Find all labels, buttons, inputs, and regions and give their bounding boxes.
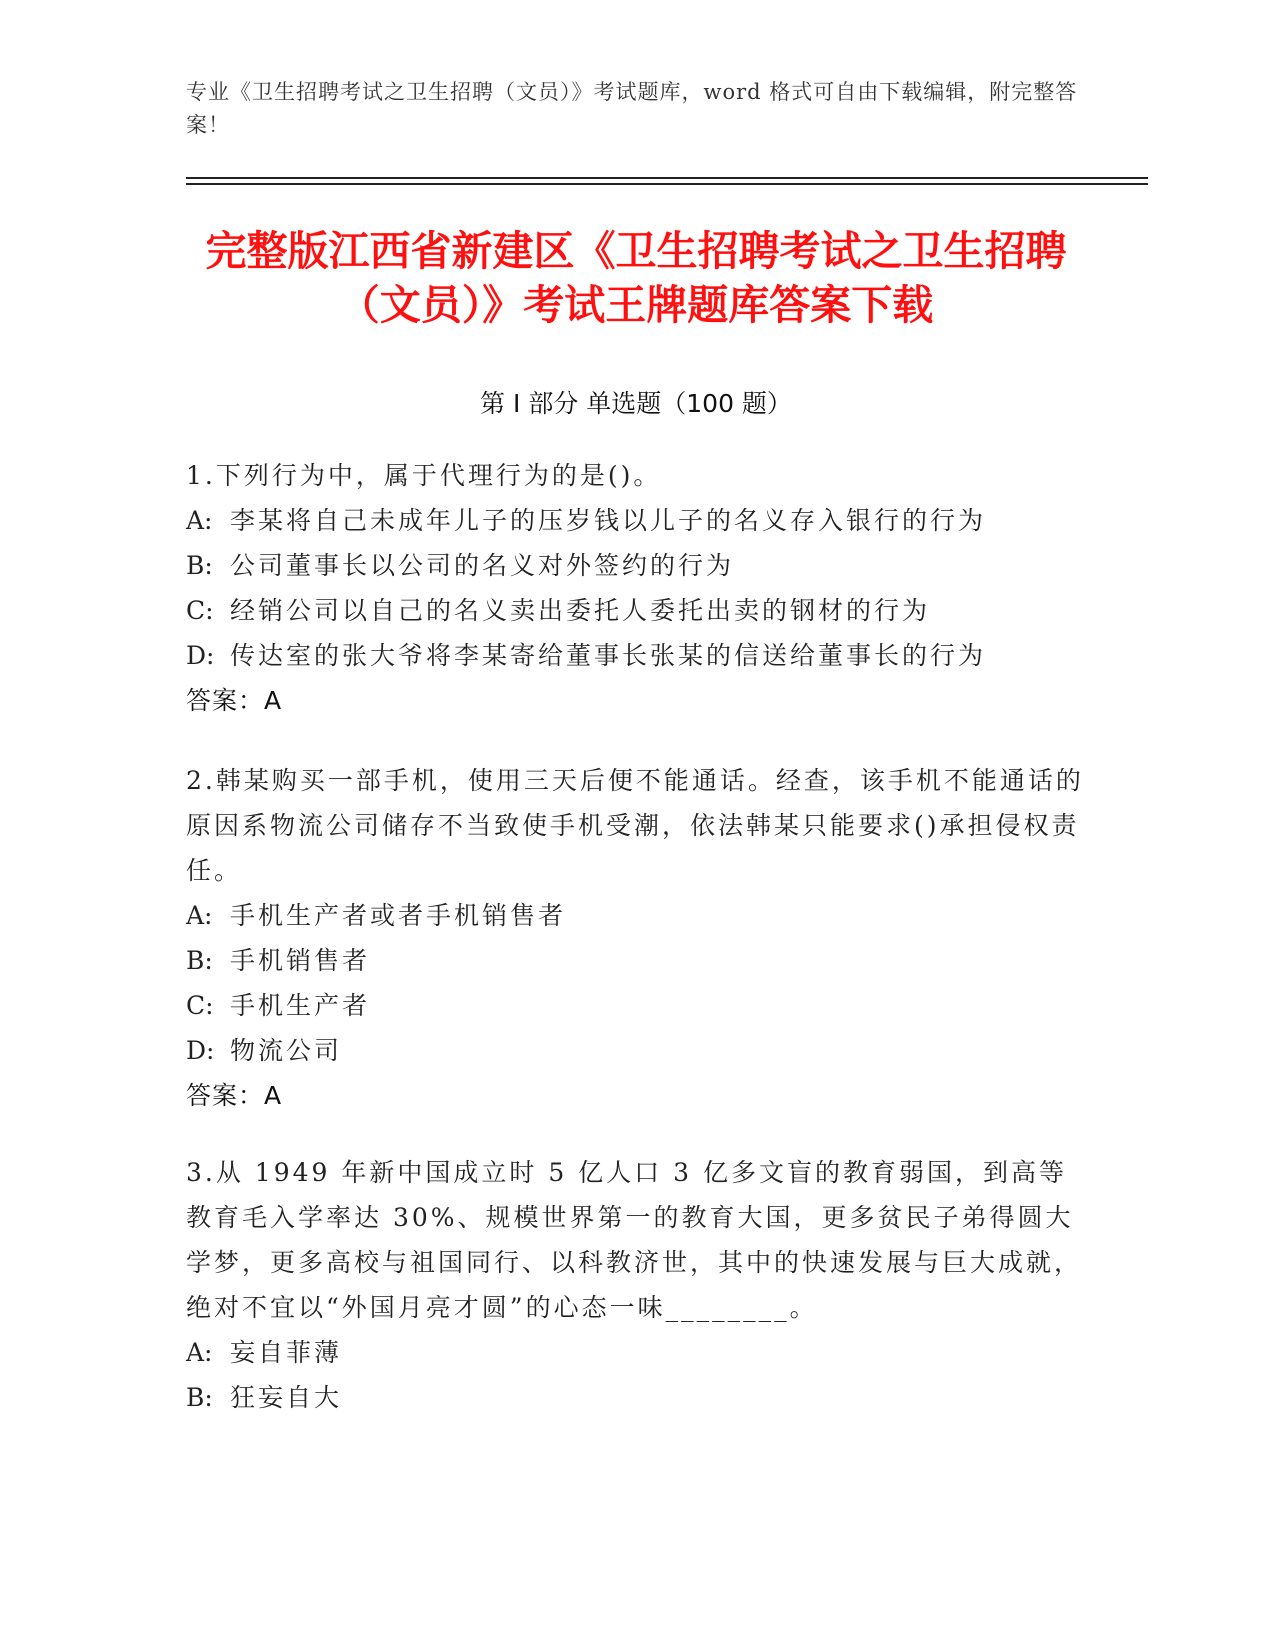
document-title: 完整版江西省新建区《卫生招聘考试之卫生招聘（文员）》考试王牌题库答案下载 bbox=[205, 227, 1067, 329]
answer: 答案：A bbox=[186, 686, 283, 715]
question-stem: 1.下列行为中，属于代理行为的是()。 bbox=[186, 461, 662, 490]
option-label: A: bbox=[186, 1338, 213, 1367]
header-divider bbox=[186, 177, 1148, 179]
option-a bbox=[186, 893, 1086, 938]
option-label: C: bbox=[186, 596, 214, 625]
option-c bbox=[186, 588, 1086, 633]
option-b bbox=[186, 543, 1086, 588]
option-a bbox=[186, 1330, 1086, 1375]
option-text: 狂妄自大 bbox=[230, 1383, 343, 1412]
option-text: 传达室的张大爷将李某寄给董事长张某的信送给董事长的行为 bbox=[230, 641, 987, 670]
option-label: A: bbox=[186, 901, 213, 930]
question-2 bbox=[186, 758, 1086, 1118]
option-label: C: bbox=[186, 991, 214, 1020]
option-text: 手机生产者或者手机销售者 bbox=[230, 901, 567, 930]
option-text: 经销公司以自己的名义卖出委托人委托出卖的钢材的行为 bbox=[230, 596, 931, 625]
option-text: 物流公司 bbox=[230, 1036, 343, 1065]
option-text: 手机销售者 bbox=[230, 946, 371, 975]
option-label: B: bbox=[186, 1383, 213, 1412]
question-3 bbox=[186, 1150, 1086, 1420]
option-text: 公司董事长以公司的名义对外签约的行为 bbox=[230, 551, 735, 580]
option-label: D: bbox=[186, 1036, 215, 1065]
option-d bbox=[186, 1028, 1086, 1073]
option-b bbox=[186, 1375, 1086, 1420]
option-d bbox=[186, 633, 1086, 678]
option-b bbox=[186, 938, 1086, 983]
question-stem: 3.从 1949 年新中国成立时 5 亿人口 3 亿多文盲的教育弱国，到高等教育毛入学率达 30%、规模世界第一的教育大国，更多贫民子弟得圆大学梦，更多高校与祖国同行、以科教济世，其中的快速发展与巨大成就，绝对不宜以“外国月亮才圆”的心态一味________。 bbox=[186, 1158, 1083, 1322]
header-note: 专业《卫生招聘考试之卫生招聘（文员）》考试题库，word 格式可自由下载编辑，附完整答案！ bbox=[186, 80, 1078, 137]
answer: 答案：A bbox=[186, 1081, 283, 1110]
option-label: D: bbox=[186, 641, 215, 670]
option-c bbox=[186, 983, 1086, 1028]
option-text: 妄自菲薄 bbox=[230, 1338, 343, 1367]
section-heading: 第 I 部分 单选题（100 题） bbox=[480, 389, 792, 418]
header-divider-secondary bbox=[186, 183, 1148, 185]
option-a bbox=[186, 498, 1086, 543]
option-label: A: bbox=[186, 506, 213, 535]
option-label: B: bbox=[186, 946, 213, 975]
question-stem: 2.韩某购买一部手机，使用三天后便不能通话。经查，该手机不能通话的原因系物流公司储存不当致使手机受潮，依法韩某只能要求()承担侵权责任。 bbox=[186, 766, 1084, 885]
question-1 bbox=[186, 453, 1086, 723]
option-text: 手机生产者 bbox=[230, 991, 371, 1020]
option-text: 李某将自己未成年儿子的压岁钱以儿子的名义存入银行的行为 bbox=[230, 506, 987, 535]
option-label: B: bbox=[186, 551, 213, 580]
